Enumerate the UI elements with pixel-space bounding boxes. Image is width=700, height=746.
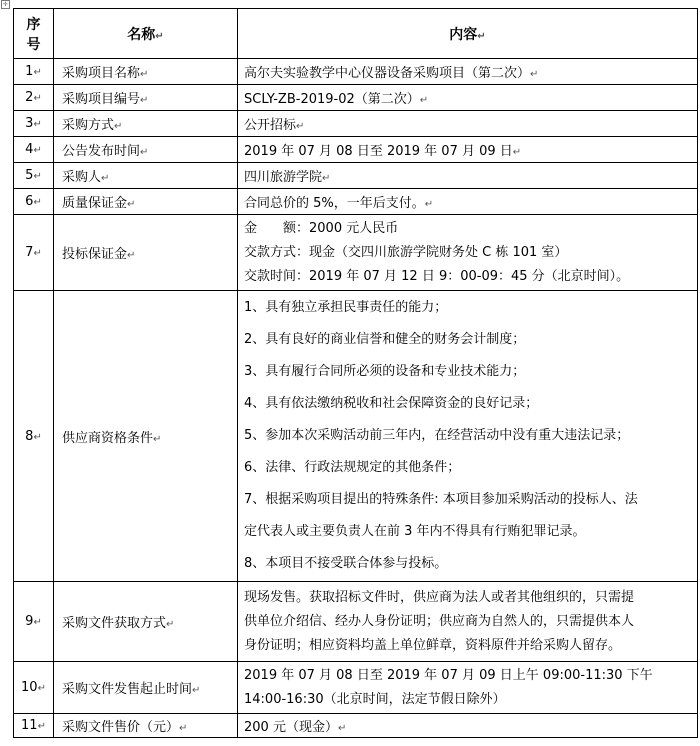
table-row: 2↵ 采购项目编号↵ SCLY-ZB-2019-02（第二次）↵	[14, 85, 698, 111]
table-row: 3↵ 采购方式↵ 公开招标↵	[14, 111, 698, 137]
table-row: 8↵ 供应商资格条件↵ 1、具有独立承担民事责任的能力； 2、具有良好的商业信誉和健全的财务会计制度； 3、具有履行合同所必须的设备和专业技术能力； 4、具有依法缴纳税收和社会保障资金的良好记录； 5、参加本次采购活动前三年内，在经营活动中没有重大违法记录； 6、法律、行政法规规定的其他条件； 7、根据采购项目提出的特殊条件: 本项目参加采购活动的投标人、法 定代表人或主要负责人在前 3 年内不得具有行贿犯罪记录。 8、本项目不接受联合体参与投标。	[14, 291, 698, 582]
table-row: 10↵ 采购文件发售起止时间↵ 2019 年 07 月 08 日至 2019 年 07 月 09 日上午 09:00-11:30 下午 14:00-16:30（北京时间，法定节假日除外）	[14, 662, 698, 714]
header-name: 名称↵	[54, 9, 238, 59]
header-row	[14, 9, 698, 59]
table-row: 6↵ 质量保证金↵ 合同总价的 5%，一年后支付。↵	[14, 189, 698, 215]
table-row: 9↵ 采购文件获取方式↵ 现场发售。获取招标文件时，供应商为法人或者其他组织的，只需提 供单位介绍信、经办人身份证明；供应商为自然人的，只需提供本人 身份证明；相应资料均盖上单位鲜章，资料原件并给采购人留存。	[14, 582, 698, 662]
table-move-handle-icon[interactable]: ✛	[2, 1, 9, 8]
table-row: 5↵ 采购人↵ 四川旅游学院↵	[14, 163, 698, 189]
table-row: 4↵ 公告发布时间↵ 2019 年 07 月 08 日至 2019 年 07 月 09 日↵	[14, 137, 698, 163]
procurement-table	[13, 8, 698, 738]
header-seq: 序 号	[14, 9, 54, 59]
header-content: 内容↵	[238, 9, 698, 59]
table-row: 1↵ 采购项目名称↵ 高尔夫实验教学中心仪器设备采购项目（第二次）↵	[14, 59, 698, 85]
table-row: 7↵ 投标保证金↵ 金 额：2000 元人民币 交款方式：现金（交四川旅游学院财务处 C 栋 101 室） 交款时间：2019 年 07 月 12 日 9：00-09：45 分（北京时间）。	[14, 215, 698, 291]
table-row: 11↵ 采购文件售价（元）↵ 200 元（现金）↵	[14, 714, 698, 738]
